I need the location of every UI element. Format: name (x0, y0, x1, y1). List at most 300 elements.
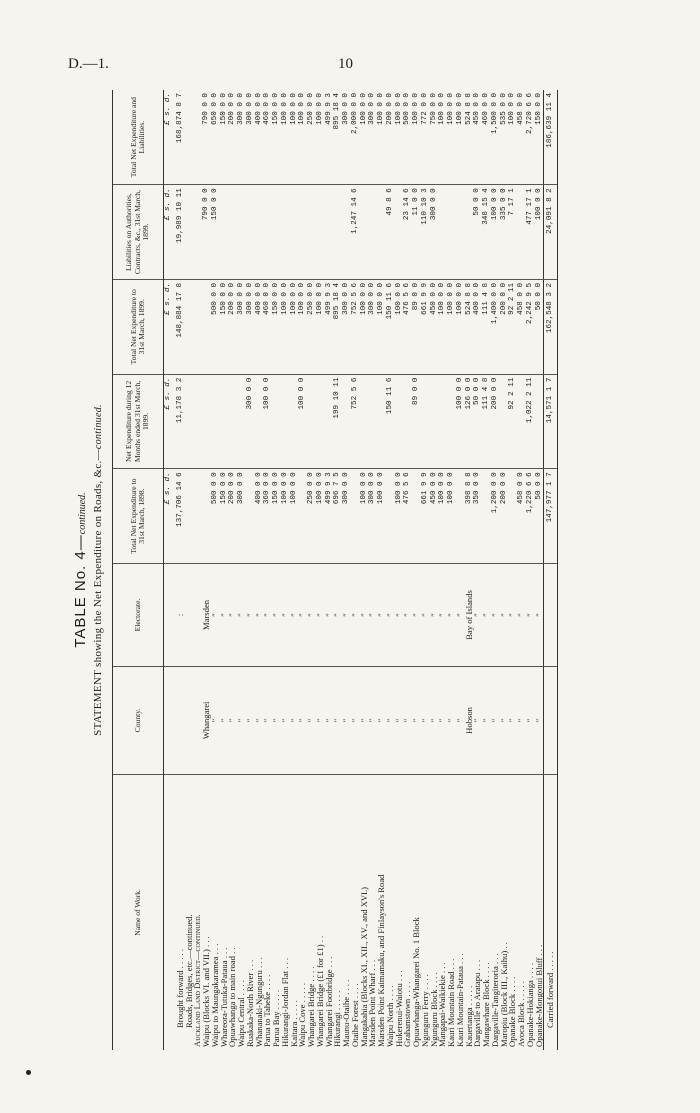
col-header-county: County. (113, 667, 164, 775)
cell: 100 0 0 (447, 279, 456, 374)
table-row (211, 90, 220, 1050)
table-subtitle-cont: continued. (93, 404, 104, 450)
cell (202, 374, 211, 469)
cell: 650 0 0 (211, 90, 220, 185)
table-title (72, 90, 89, 1050)
cell: ″ (333, 563, 342, 666)
cell: 458 0 0 (517, 279, 526, 374)
cell: 50 0 0 (473, 185, 482, 280)
cell: 300 0 0 (430, 185, 439, 280)
cell: ″ (281, 667, 290, 775)
cell: Dargaville to Aratapu . . . (472, 959, 483, 1047)
cell: : (173, 563, 185, 666)
cell: ″ (438, 667, 447, 775)
cell: Waipu to Maungakaramea . . . (209, 943, 220, 1047)
cell: 450 0 0 (473, 90, 482, 185)
cell: ″ (403, 667, 412, 775)
cell: 50 0 0 (535, 469, 544, 564)
cell (535, 374, 544, 469)
cell: 11,178 3 2 (173, 374, 185, 469)
cell: ″ (272, 667, 281, 775)
cell: ″ (281, 563, 290, 666)
cell: Avoca Block . . . . . (516, 981, 526, 1047)
cell: 790 0 0 (202, 90, 211, 185)
table-subtitle (92, 90, 104, 1050)
cell (272, 185, 281, 280)
cell: ″ (447, 667, 456, 775)
cell: ″ (333, 667, 342, 775)
cell: 148,884 17 8 (173, 279, 185, 374)
cell: ″ (211, 667, 220, 775)
table-row (421, 90, 430, 1050)
page-header (50, 56, 660, 80)
cell: 49 8 6 (386, 185, 395, 280)
cell: ″ (508, 563, 517, 666)
cell (351, 469, 360, 564)
cell: 50 0 0 (535, 279, 544, 374)
cell (368, 185, 377, 280)
cell: Opuawhanga to main road . . (227, 947, 238, 1047)
cell: Whangarei Bridge (£1 for £1) . . (314, 935, 325, 1047)
cell: 535 0 0 (500, 90, 509, 185)
cell: Hikurangi . . . . . (332, 990, 343, 1047)
cell (298, 469, 307, 564)
units-row (164, 90, 173, 1050)
cell (377, 185, 386, 280)
cell (368, 374, 377, 469)
cell: Hukerenui-Waiotu . . . (393, 970, 404, 1047)
table-row (281, 90, 290, 1050)
cell: ″ (473, 667, 482, 775)
cell: 186,639 11 4 (544, 90, 558, 185)
cell: 150 0 0 (220, 279, 229, 374)
cell: ″ (325, 667, 334, 775)
cell (395, 185, 404, 280)
cell: 100 0 0 (360, 90, 369, 185)
table-row (237, 90, 246, 1050)
cell: 150 0 0 (211, 185, 220, 280)
cell (333, 185, 342, 280)
cell: 100 0 0 (281, 279, 290, 374)
cell: Hobson (465, 667, 474, 775)
cell: 450 0 0 (430, 279, 439, 374)
cell: 100 0 0 (438, 279, 447, 374)
cell: 200 0 0 (500, 279, 509, 374)
cell (307, 374, 316, 469)
table-row (430, 90, 439, 1050)
cell (185, 469, 194, 564)
cell: 137,706 14 6 (173, 469, 185, 564)
cell: 750 0 0 (430, 90, 439, 185)
cell: ″ (403, 563, 412, 666)
col-header-total: Total Net Expenditure and Liabilities. (113, 90, 164, 185)
cell (185, 185, 194, 280)
cell: 150 0 0 (272, 469, 281, 564)
cell: 150 0 0 (220, 469, 229, 564)
cell (193, 374, 202, 469)
cell: 895 18 4 (333, 90, 342, 185)
cell (228, 185, 237, 280)
cell: ″ (412, 563, 421, 666)
col-header-work: Name of Work. (113, 774, 164, 1050)
header-row (113, 90, 164, 1050)
cell: 100 0 0 (316, 279, 325, 374)
cell: ″ (395, 667, 404, 775)
table-row (526, 90, 535, 1050)
table-title-text: TABLE No. 4— (72, 534, 89, 648)
cell: 92 2 11 (508, 279, 517, 374)
cell (447, 185, 456, 280)
cell (342, 374, 351, 469)
cell: 50 0 0 (473, 374, 482, 469)
cell (465, 185, 474, 280)
cell: 100 0 0 (281, 90, 290, 185)
cell: Ngunguru Ferry . . . . (419, 974, 430, 1047)
cell (360, 185, 369, 280)
cell: ″ (438, 563, 447, 666)
rotated-table-block (68, 90, 638, 1050)
cell: 460 0 0 (482, 90, 491, 185)
cell: Opuawhanga-Whangarei No. 1 Block (411, 917, 421, 1047)
col-header-liabilities: Liabilities on Authorities, Contracts, &c., 31st March, 1899. (113, 185, 164, 280)
cell (246, 469, 255, 564)
cell: 1,220 6 6 (526, 469, 535, 564)
cell: ″ (482, 563, 491, 666)
cell: 250 0 0 (307, 90, 316, 185)
cell (316, 374, 325, 469)
cell: ″ (360, 667, 369, 775)
cell: 398 8 8 (465, 469, 474, 564)
cell (395, 374, 404, 469)
cell: 100 0 0 (290, 90, 299, 185)
cell: ″ (290, 563, 299, 666)
cell: Parua to Taheke . . . . (262, 974, 273, 1047)
cell: 100 0 0 (438, 469, 447, 564)
cell: 100 0 0 (360, 469, 369, 564)
cell: 199 10 11 (333, 374, 342, 469)
cell: Parua Bay . . . . . (271, 989, 281, 1047)
cell (246, 185, 255, 280)
cell: ″ (255, 563, 264, 666)
cell: ″ (386, 667, 395, 775)
cell: ″ (535, 667, 544, 775)
cell: 110 10 3 (421, 185, 430, 280)
cell: ″ (316, 667, 325, 775)
cell (185, 90, 194, 185)
cell (255, 374, 264, 469)
cell: 500 0 0 (403, 90, 412, 185)
cell: Whananaki-Ngunguru . . . (253, 957, 264, 1047)
cell: ″ (430, 667, 439, 775)
cell: ″ (246, 667, 255, 775)
cell: ″ (517, 667, 526, 775)
cell: Mangawhare Block . . . . (481, 962, 491, 1047)
cell: ″ (351, 563, 360, 666)
cell: 450 0 0 (430, 469, 439, 564)
cell: 476 5 6 (403, 279, 412, 374)
margin-mark (26, 1070, 31, 1075)
cell (456, 185, 465, 280)
cell: Auckland Land District—continued. (192, 914, 203, 1047)
cell: 400 0 0 (473, 279, 482, 374)
cell: 100 0 0 (491, 185, 500, 280)
cell (298, 185, 307, 280)
cell: ″ (526, 563, 535, 666)
cell (193, 469, 202, 564)
cell: Mangapai-Waikiekie . . . (437, 962, 448, 1047)
cell: 500 0 0 (211, 469, 220, 564)
cell: Whareora-Tutuka-Pataua . . . (218, 947, 229, 1047)
cell (508, 469, 517, 564)
cell: 147,977 1 7 (544, 469, 558, 564)
table-row (465, 90, 474, 1050)
cell: 772 0 0 (421, 90, 430, 185)
cell: Whangarei (202, 667, 211, 775)
cell: ″ (456, 667, 465, 775)
cell: 168,874 8 7 (173, 90, 185, 185)
table-row (220, 90, 229, 1050)
cell: 250 0 0 (307, 469, 316, 564)
col-header-exp-1899: Total Net Expenditure to 31st March, 1899. (113, 279, 164, 374)
cell: Otaihe Forest . . . . (349, 983, 360, 1047)
cell (316, 185, 325, 280)
cell: 1,500 0 0 (491, 90, 500, 185)
cell: 162,548 3 2 (544, 279, 558, 374)
cell: ″ (325, 563, 334, 666)
cell: 100 0 0 (508, 90, 517, 185)
cell: ″ (316, 563, 325, 666)
cell: Carried forward . . . . . (544, 774, 558, 1050)
cell: 200 0 0 (386, 90, 395, 185)
table-row (412, 90, 421, 1050)
cell (421, 374, 430, 469)
table-row (386, 90, 395, 1050)
cell: ″ (342, 563, 351, 666)
cell: Maunu-Otaihe . . . . (341, 979, 351, 1047)
cell: Maropiu (Block III., Kaihu) . . (498, 942, 509, 1047)
cell (193, 90, 202, 185)
cell (517, 185, 526, 280)
cell (386, 469, 395, 564)
cell: 100 0 0 (456, 90, 465, 185)
cell: 300 0 0 (368, 279, 377, 374)
cell: Kauri Mountain-Pataua . . . (454, 953, 465, 1047)
cell: 89 0 0 (412, 279, 421, 374)
cell: ″ (386, 563, 395, 666)
cell (185, 563, 194, 666)
cell: 458 0 0 (517, 90, 526, 185)
table-row (342, 90, 351, 1050)
cell: 200 0 0 (228, 279, 237, 374)
cell (281, 185, 290, 280)
cell: Kauri Mountain Road . . . (446, 958, 456, 1047)
cell: ″ (307, 667, 316, 775)
cell (185, 667, 194, 775)
cell: ″ (517, 563, 526, 666)
cell: 300 0 0 (246, 374, 255, 469)
cell (211, 374, 220, 469)
cell: ″ (263, 667, 272, 775)
cell: 477 17 1 (526, 185, 535, 280)
cell: 460 0 0 (263, 90, 272, 185)
table-row (535, 90, 544, 1050)
cell: 100 0 0 (298, 90, 307, 185)
cell: ″ (412, 667, 421, 775)
brought-forward-row (173, 90, 185, 1050)
cell: ″ (491, 667, 500, 775)
cell: 92 2 11 (508, 374, 517, 469)
cell: 150 11 6 (386, 279, 395, 374)
cell: 100 0 0 (395, 469, 404, 564)
cell: 100 0 0 (290, 469, 299, 564)
cell (360, 374, 369, 469)
cell: Bay of Islands (465, 563, 474, 666)
cell: ″ (211, 563, 220, 666)
cell: 24,091 8 2 (544, 185, 558, 280)
cell: Opanake-Hokianga . . . . (524, 963, 535, 1047)
cell: 476 5 6 (403, 469, 412, 564)
cell: 300 0 0 (342, 469, 351, 564)
cell: 300 0 0 (368, 469, 377, 564)
cell: 100 0 0 (447, 469, 456, 564)
expenditure-table (112, 90, 558, 1050)
cell: ″ (535, 563, 544, 666)
col-header-electorate: Electorate. (113, 563, 164, 666)
cell (403, 374, 412, 469)
col-header-exp-1898: Total Net Expenditure to 31st March, 1898. (113, 469, 164, 564)
cell: 100 0 0 (438, 90, 447, 185)
cell: 11 0 0 (412, 185, 421, 280)
cell: 460 0 0 (263, 279, 272, 374)
cell: 100 0 0 (290, 279, 299, 374)
cell: Waipu North . . . . (384, 985, 395, 1047)
table-row (246, 90, 255, 1050)
cell: 458 0 0 (517, 469, 526, 564)
cell: 100 0 0 (360, 279, 369, 374)
cell: 200 0 0 (491, 374, 500, 469)
cell (185, 374, 194, 469)
cell (325, 374, 334, 469)
cell: Whangarei Bridge . . . . (306, 966, 316, 1047)
cell (173, 667, 185, 775)
cell: Waipu Central . . . . (236, 980, 246, 1047)
cell: Grahamstown . . . . (402, 981, 413, 1047)
cell (517, 374, 526, 469)
cell: 150 0 0 (535, 90, 544, 185)
cell: 300 0 0 (368, 90, 377, 185)
cell: ″ (500, 667, 509, 775)
cell: Kauertanga . . . . . (463, 985, 474, 1047)
cell: 19,989 10 11 (173, 185, 185, 280)
cell: Brought forward . . . . . (174, 948, 185, 1028)
cell: Opanake-Mongonui Bluff . . . (533, 944, 544, 1047)
cell: ″ (360, 563, 369, 666)
cell: ″ (272, 563, 281, 666)
cell: 100 0 0 (377, 279, 386, 374)
table-row (377, 90, 386, 1050)
table-row (228, 90, 237, 1050)
table-row (491, 90, 500, 1050)
cell: Marsden Point Kaimamaku, and Finlayson's Road (376, 874, 386, 1047)
cell: ″ (237, 667, 246, 775)
cell: ″ (500, 563, 509, 666)
cell (237, 185, 246, 280)
cell: 790 0 0 (202, 185, 211, 280)
cell (164, 774, 173, 1050)
cell (342, 185, 351, 280)
cell (544, 667, 558, 775)
cell: ″ (421, 667, 430, 775)
table-row (290, 90, 299, 1050)
cell: ″ (246, 563, 255, 666)
cell: Roads, Bridges, etc.—continued. (183, 914, 194, 1028)
cell (193, 279, 202, 374)
cell: ″ (237, 563, 246, 666)
cell: 100 0 0 (281, 469, 290, 564)
cell: 100 0 0 (377, 469, 386, 564)
table-row (202, 90, 211, 1050)
cell: 1,247 14 6 (351, 185, 360, 280)
cell: 696 7 5 (333, 469, 342, 564)
cell (290, 185, 299, 280)
cell: Dargaville-Tangiteroria . . . (489, 953, 500, 1047)
table-row (255, 90, 264, 1050)
cell (290, 374, 299, 469)
cell: ″ (430, 563, 439, 666)
cell: 150 0 0 (220, 90, 229, 185)
cell (164, 563, 173, 666)
cell: 150 0 0 (272, 279, 281, 374)
cell: 100 0 0 (535, 185, 544, 280)
cell: 100 0 0 (456, 374, 465, 469)
cell: 23 14 6 (403, 185, 412, 280)
cell: 300 0 0 (342, 279, 351, 374)
document-id: D.—1. (68, 56, 109, 72)
table-title-cont: continued. (77, 492, 88, 535)
cell: 350 0 0 (473, 469, 482, 564)
cell: ″ (298, 667, 307, 775)
cell (220, 374, 229, 469)
cell: 89 0 0 (412, 374, 421, 469)
cell: 111 4 8 (482, 374, 491, 469)
cell: ″ (368, 563, 377, 666)
cell (193, 185, 202, 280)
cell: Marsden (202, 563, 211, 666)
cell: ″ (351, 667, 360, 775)
table-row (395, 90, 404, 1050)
cell: 400 0 0 (255, 469, 264, 564)
cell: 752 5 6 (351, 279, 360, 374)
cell: 200 0 0 (500, 469, 509, 564)
cell: ″ (526, 667, 535, 775)
cell: ″ (473, 563, 482, 666)
cell: 300 0 0 (237, 90, 246, 185)
cell (220, 185, 229, 280)
cell: ″ (456, 563, 465, 666)
cell: 524 8 8 (465, 90, 474, 185)
cell: 752 5 6 (351, 374, 360, 469)
cell: 100 0 0 (395, 90, 404, 185)
table-row (456, 90, 465, 1050)
table-row (517, 90, 526, 1050)
cell: 14,571 1 7 (544, 374, 558, 469)
cell: 500 0 0 (211, 279, 220, 374)
cell: 100 0 0 (412, 90, 421, 185)
cell (272, 374, 281, 469)
cell: Waipu (Blocks VI. and VII.) . . . (201, 936, 211, 1047)
cell: £ s. d. (164, 185, 173, 280)
cell: Whangarei Footbridge . . . (323, 956, 334, 1047)
